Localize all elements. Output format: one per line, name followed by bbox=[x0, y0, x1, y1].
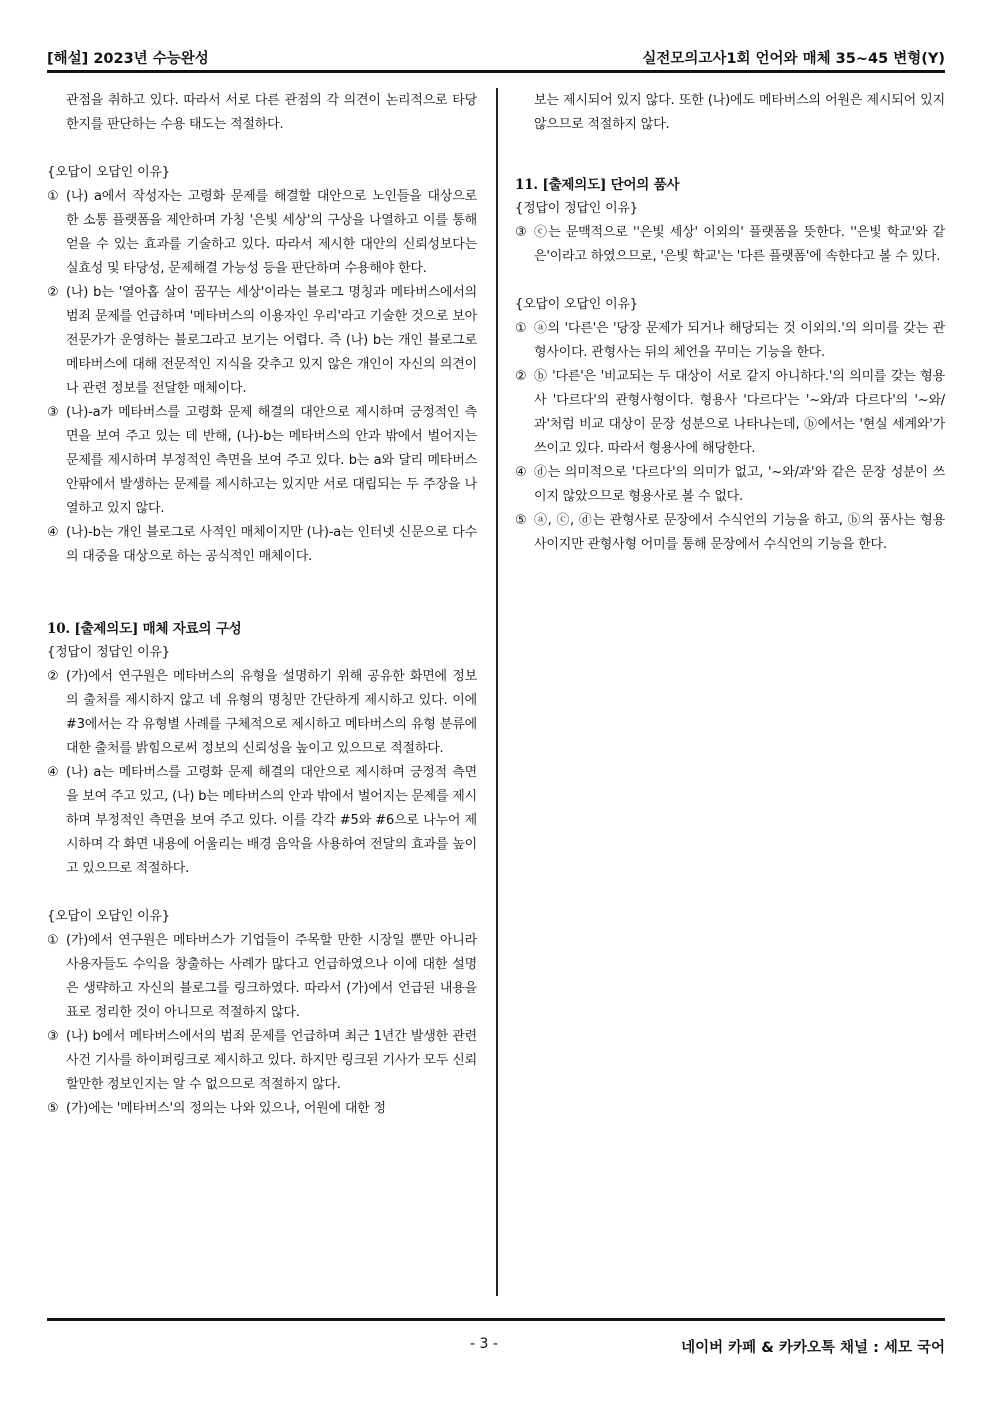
q11-correct-label: {정답이 정답인 이유} bbox=[515, 201, 638, 216]
right-column bbox=[515, 89, 945, 557]
item-number: ① bbox=[47, 933, 59, 948]
q10-correct-label: {정답이 정답인 이유} bbox=[47, 645, 170, 660]
list-item bbox=[515, 221, 945, 269]
list-item bbox=[515, 509, 945, 557]
left-column bbox=[47, 89, 477, 1121]
item-text: ⓒ는 문맥적으로 ''은빛 세상' 이외의' 플랫폼을 뜻한다. ''은빛 학교'와 같은'이라고 하였으므로, '은빛 학교'는 '다른 플랫폼'에 속한다고 볼 수 있다. bbox=[534, 225, 945, 264]
footer-rule bbox=[47, 1318, 945, 1321]
item-number: ③ bbox=[47, 405, 59, 420]
page-header bbox=[47, 40, 945, 68]
item-number: ② bbox=[47, 669, 59, 684]
item-text: (나)-a가 메타버스를 고령화 문제 해결의 대안으로 제시하며 긍정적인 측면을 보여 주고 있는 데 반해, (나)-b는 메타버스의 안과 밖에서 벌어지는 문제를 제시하며 부정적인 측면을 보여 주고 있다. b는 a와 달리 메타버스 안팎에서 발생하는 문제를 제시하고는 있지만 서로 대립되는 두 주장을 나열하고 있지 않다. bbox=[66, 405, 477, 516]
header-rule bbox=[47, 70, 945, 73]
item-number: ⑤ bbox=[515, 513, 527, 528]
q11-wrong-list bbox=[515, 317, 945, 557]
list-item bbox=[47, 761, 477, 881]
item-text: (나) b에서 메타버스에서의 범죄 문제를 언급하며 최근 1년간 발생한 관련 사건 기사를 하이퍼링크로 제시하고 있다. 하지만 링크된 기사가 모두 신뢰할만한 정보인지는 알 수 없으므로 적절하지 않다. bbox=[66, 1029, 477, 1092]
item-number: ② bbox=[47, 285, 59, 300]
item-text: ⓐ의 '다른'은 '당장 문제가 되거나 해당되는 것 이외의.'의 의미를 갖는 관형사이다. 관형사는 뒤의 체언을 꾸미는 기능을 한다. bbox=[534, 321, 945, 360]
q10-correct-list bbox=[47, 665, 477, 881]
list-item bbox=[47, 665, 477, 761]
item-text: (나) b는 '열아홉 살이 꿈꾸는 세상'이라는 블로그 명칭과 메타버스에서의 범죄 문제를 언급하며 '메타버스의 이용자인 우리'라고 기술한 것으로 보아 전문가가 운영하는 블로그라고 보기는 어렵다. 즉 (나) b는 개인 블로그로 메타버스에 대해 전문적인 지식을 갖추고 있지 않은 개인이 자신의 의견이나 관련 정보를 전달한 매체이다. bbox=[66, 285, 477, 396]
item-text: ⓓ는 의미적으로 '다르다'의 의미가 없고, '~와/과'와 같은 문장 성분이 쓰이지 않았으므로 형용사로 볼 수 없다. bbox=[534, 465, 945, 504]
item-text: (나)-b는 개인 블로그로 사적인 매체이지만 (나)-a는 인터넷 신문으로 다수의 대중을 대상으로 하는 공식적인 매체이다. bbox=[66, 525, 477, 564]
list-item bbox=[47, 281, 477, 401]
list-item bbox=[515, 365, 945, 461]
header-left: [해설] 2023년 수능완성 bbox=[47, 51, 209, 67]
q11-wrong-label: {오답이 오답인 이유} bbox=[515, 297, 638, 312]
item-text: (나) a는 메타버스를 고령화 문제 해결의 대안으로 제시하며 긍정적 측면을 보여 주고 있고, (나) b는 메타버스의 안과 밖에서 벌어지는 문제를 제시하며 부정적인 측면을 보여 주고 있다. 이를 각각 #5와 #6으로 나누어 제시하며 각 화면 내용에 어울리는 배경 음악을 사용하여 전달의 효과를 높이고 있으므로 적절하다. bbox=[66, 765, 478, 876]
column-divider bbox=[496, 88, 498, 1296]
q10-wrong-list bbox=[47, 929, 477, 1121]
item-text: (나) a에서 작성자는 고령화 문제를 해결할 대안으로 노인들을 대상으로 한 소통 플랫폼을 제안하며 가칭 '은빛 세상'의 구상을 나열하고 이를 통해 얻을 수 있는 효과를 기술하고 있다. 따라서 제시한 대안의 신뢰성보다는 실효성 및 타당성, 문제해결 가능성 등을 판단하며 수용해야 한다. bbox=[66, 189, 477, 276]
intro-continuation: 관점을 취하고 있다. 따라서 서로 다른 관점의 각 의견이 논리적으로 타당한지를 판단하는 수용 태도는 적절하다. bbox=[66, 93, 477, 132]
item-number: ④ bbox=[515, 465, 527, 480]
item-number: ④ bbox=[47, 765, 59, 780]
page-number: - 3 - bbox=[470, 1336, 498, 1352]
wrong-label: {오답이 오답인 이유} bbox=[47, 165, 170, 180]
item-text: (가)에서 연구원은 메타버스가 기업들이 주목할 만한 시장일 뿐만 아니라 사용자들도 수익을 창출하는 사례가 많다고 언급하였으나 이에 대한 설명은 생략하고 자신의 블로그를 링크하였다. 따라서 (가)에서 언급된 내용을 표로 정리한 것이 아니므로 적절하지 않다. bbox=[66, 933, 477, 1020]
item-number: ⑤ bbox=[47, 1101, 59, 1116]
list-item bbox=[47, 929, 477, 1025]
q10-wrong-label: {오답이 오답인 이유} bbox=[47, 909, 170, 924]
right-continuation: 보는 제시되어 있지 않다. 또한 (나)에도 메타버스의 어원은 제시되어 있지 않으므로 적절하지 않다. bbox=[534, 93, 945, 132]
item-number: ② bbox=[515, 369, 527, 384]
q10-title: 10. [출제의도] 매체 자료의 구성 bbox=[47, 621, 242, 637]
q11-title: 11. [출제의도] 단어의 품사 bbox=[515, 177, 680, 193]
list-item bbox=[515, 461, 945, 509]
item-text: ⓐ, ⓒ, ⓓ는 관형사로 문장에서 수식언의 기능을 하고, ⓑ의 품사는 형용사이지만 관형사형 어미를 통해 문장에서 수식언의 기능을 한다. bbox=[534, 513, 945, 552]
list-item bbox=[47, 521, 477, 569]
item-number: ④ bbox=[47, 525, 59, 540]
q11-correct-list bbox=[515, 221, 945, 269]
list-item bbox=[47, 1025, 477, 1097]
wrong-list bbox=[47, 185, 477, 569]
item-text: ⓑ '다른'은 '비교되는 두 대상이 서로 같지 아니하다.'의 의미를 갖는 형용사 '다르다'의 관형사형이다. 형용사 '다르다'는 '~와/과 다르다'의 '~와/과'처럼 비교 대상이 문장 성분으로 나타나는데, ⓑ에서는 '현실 세계와'가 쓰이고 있다. 따라서 형용사에 해당한다. bbox=[534, 369, 945, 456]
item-number: ① bbox=[515, 321, 527, 336]
item-text: (가)에는 '메타버스'의 정의는 나와 있으나, 어원에 대한 정 bbox=[66, 1101, 386, 1116]
item-number: ① bbox=[47, 189, 59, 204]
list-item bbox=[47, 1097, 477, 1121]
header-right: 실전모의고사1회 언어와 매체 35~45 변형(Y) bbox=[642, 51, 945, 67]
list-item bbox=[47, 401, 477, 521]
item-number: ③ bbox=[47, 1029, 59, 1044]
list-item bbox=[515, 317, 945, 365]
list-item bbox=[47, 185, 477, 281]
item-text: (가)에서 연구원은 메타버스의 유형을 설명하기 위해 공유한 화면에 정보의 출처를 제시하지 않고 네 유형의 명칭만 간단하게 제시하고 있다. 이에 #3에서는 각 유형별 사례를 구체적으로 제시하고 메타버스의 유형 분류에 대한 출처를 밝힘으로써 정보의 신뢰성을 높이고 있으므로 적절하다. bbox=[66, 669, 477, 756]
item-number: ③ bbox=[515, 225, 527, 240]
footer-channel: 네이버 카페 & 카카오톡 채널 : 세모 국어 bbox=[681, 1340, 945, 1356]
